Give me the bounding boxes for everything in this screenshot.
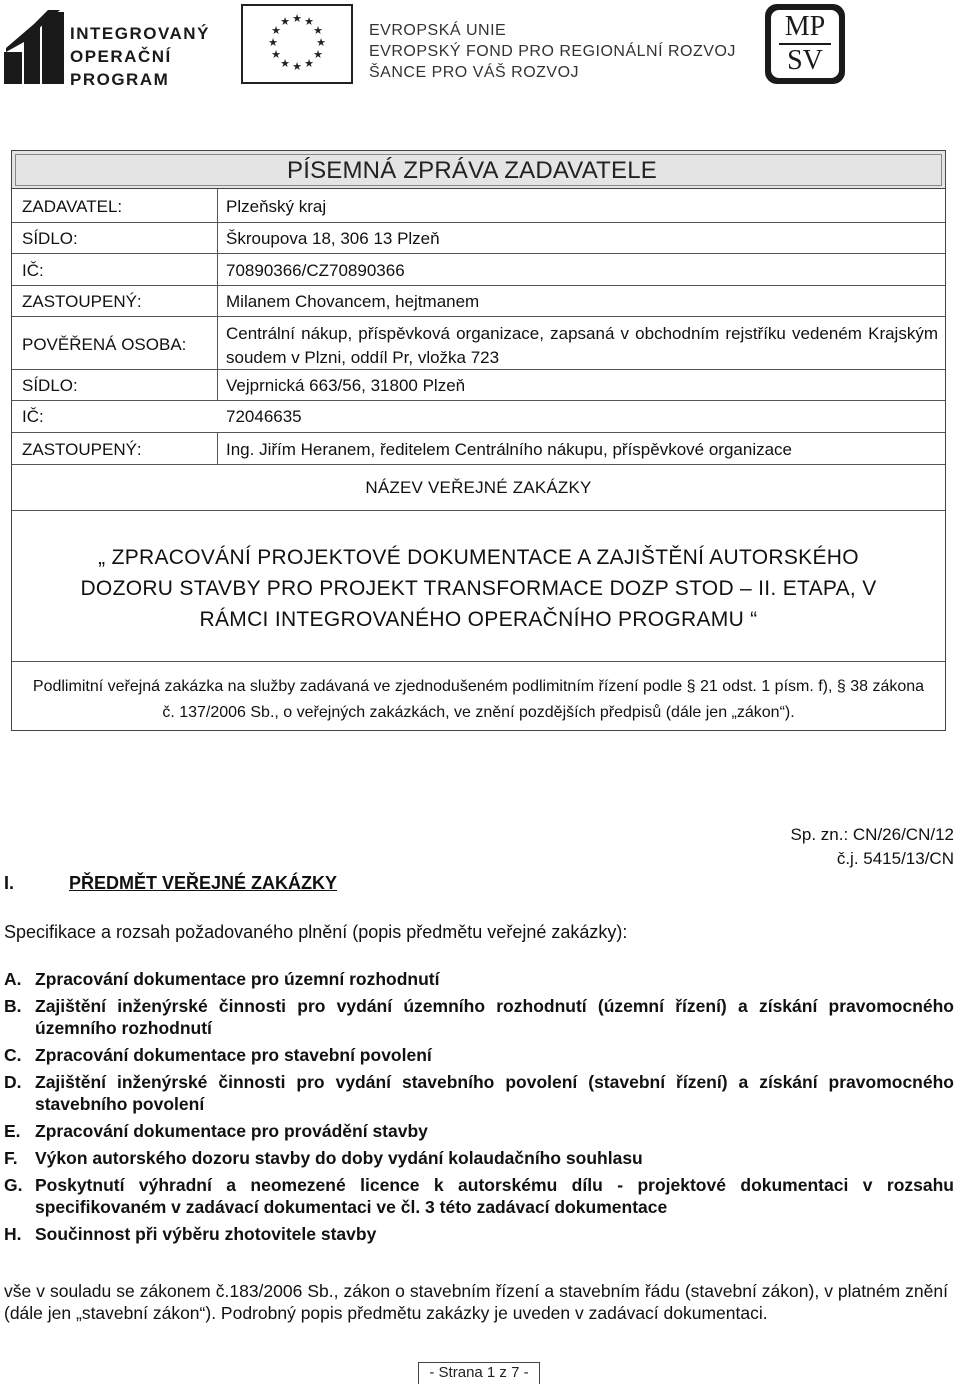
reference-numbers bbox=[791, 823, 954, 871]
row-value: Centrální nákup, příspěvková organizace, zapsaná v obchodním rejstříku vedeném Krajským soudem v Plzni, oddíl Pr, vložka 723 bbox=[226, 324, 938, 367]
eu-text-line: EVROPSKÝ FOND PRO REGIONÁLNÍ ROZVOJ bbox=[369, 43, 736, 60]
list-item: D. Zajištění inženýrské činnosti pro vydání stavebního povolení (stavební řízení) a získání pravomocného stavebního povolení bbox=[4, 1072, 954, 1114]
svg-text:★: ★ bbox=[268, 36, 278, 49]
sp-zn: Sp. zn.: CN/26/CN/12 bbox=[790, 825, 954, 844]
scope-list bbox=[4, 968, 954, 1250]
svg-text:★: ★ bbox=[313, 48, 323, 61]
contract-title: „ ZPRACOVÁNÍ PROJEKTOVÉ DOKUMENTACE A ZAJIŠTĚNÍ AUTORSKÉHO DOZORU STAVBY PRO PROJEKT TRANSFORMACE DOZP STOD – II. ETAPA, V RÁMCI INTEGROVANÉHO OPERAČNÍHO PROGRAMU “ bbox=[80, 546, 877, 631]
spec-intro: Specifikace a rozsah požadovaného plnění (popis předmětu veřejné zakázky): bbox=[4, 922, 628, 942]
svg-text:★: ★ bbox=[304, 15, 314, 28]
eu-text bbox=[369, 20, 736, 83]
page-number: - Strana 1 z 7 - bbox=[429, 1364, 529, 1381]
cj-number: č.j. 5415/13/CN bbox=[836, 849, 954, 868]
row-value: Plzeňský kraj bbox=[226, 197, 327, 216]
eu-flag-icon bbox=[241, 4, 353, 84]
mpsv-logo-top: MP bbox=[784, 11, 826, 42]
iop-logo-mark-icon bbox=[4, 8, 66, 86]
svg-text:★: ★ bbox=[271, 24, 281, 37]
report-title: PÍSEMNÁ ZPRÁVA ZADAVATELE bbox=[287, 157, 657, 184]
row-label: ZADAVATEL: bbox=[22, 197, 123, 216]
list-item: G. Poskytnutí výhradní a neomezené licence k autorskému dílu - projektové dokumentaci v rozsahu specifikovaném v zadávací dokumentaci ve čl. 3 této zadávací dokumentace bbox=[4, 1175, 954, 1217]
list-item: E. Zpracování dokumentace pro provádění stavby bbox=[4, 1121, 428, 1141]
svg-text:★: ★ bbox=[313, 24, 323, 37]
closing-paragraph: vše v souladu se zákonem č.183/2006 Sb., zákon o stavebním řízení a stavebním řádu (stavební zákon), v platném znění (dále jen „stavební zákon“). Podrobný popis předmětu zakázky je uveden v zadávací dokumentaci. bbox=[4, 1281, 948, 1323]
row-value: 70890366/CZ70890366 bbox=[226, 261, 405, 280]
row-value: 72046635 bbox=[226, 407, 302, 426]
list-item: A. Zpracování dokumentace pro územní rozhodnutí bbox=[4, 969, 440, 989]
row-value: Škroupova 18, 306 13 Plzeň bbox=[226, 229, 440, 248]
row-label: IČ: bbox=[22, 261, 44, 280]
section-number: I. bbox=[4, 873, 15, 893]
mpsv-logo bbox=[765, 4, 845, 84]
svg-text:★: ★ bbox=[316, 36, 326, 49]
svg-text:★: ★ bbox=[271, 48, 281, 61]
row-label: POVĚŘENÁ OSOBA: bbox=[22, 335, 187, 354]
row-label: ZASTOUPENÝ: bbox=[22, 292, 142, 311]
svg-text:★: ★ bbox=[292, 60, 302, 73]
svg-text:★: ★ bbox=[304, 57, 314, 70]
row-label: IČ: bbox=[22, 407, 44, 426]
row-value: Ing. Jiřím Heranem, ředitelem Centrálního nákupu, příspěvkové organizace bbox=[226, 440, 793, 459]
row-value: Milanem Chovancem, hejtmanem bbox=[226, 292, 480, 311]
svg-text:★: ★ bbox=[292, 12, 302, 25]
row-label: ZASTOUPENÝ: bbox=[22, 440, 142, 459]
iop-logo-line: PROGRAM bbox=[70, 70, 170, 89]
eu-text-line: EVROPSKÁ UNIE bbox=[369, 22, 507, 39]
svg-text:★: ★ bbox=[280, 15, 290, 28]
iop-logo-text bbox=[70, 22, 210, 91]
svg-text:★: ★ bbox=[280, 57, 290, 70]
list-item: H. Součinnost při výběru zhotovitele stavby bbox=[4, 1224, 377, 1244]
iop-logo-line: OPERAČNÍ bbox=[70, 47, 172, 66]
list-item: F. Výkon autorského dozoru stavby do doby vydání kolaudačního souhlasu bbox=[4, 1148, 643, 1168]
mpsv-logo-bottom: SV bbox=[787, 45, 823, 76]
list-item: B. Zajištění inženýrské činnosti pro vydání územního rozhodnutí (územní řízení) a získání pravomocného územního rozhodnutí bbox=[4, 996, 954, 1038]
iop-logo-line: INTEGROVANÝ bbox=[70, 24, 210, 43]
list-item: C. Zpracování dokumentace pro stavební povolení bbox=[4, 1045, 432, 1065]
contract-note: Podlimitní veřejná zakázka na služby zadávaná ve zjednodušeném podlimitním řízení podle § 21 odst. 1 písm. f), § 38 zákona č. 137/2006 Sb., o veřejných zakázkách, ve znění pozdějších předpisů (dále jen „zákon“). bbox=[32, 678, 925, 721]
row-value: Vejprnická 663/56, 31800 Plzeň bbox=[226, 376, 466, 395]
row-label: SÍDLO: bbox=[22, 376, 78, 395]
section-title: PŘEDMĚT VEŘEJNÉ ZAKÁZKY bbox=[69, 873, 338, 893]
contract-heading: NÁZEV VEŘEJNÉ ZAKÁZKY bbox=[365, 478, 592, 497]
eu-text-line: ŠANCE PRO VÁŠ ROZVOJ bbox=[369, 64, 580, 81]
row-label: SÍDLO: bbox=[22, 229, 78, 248]
